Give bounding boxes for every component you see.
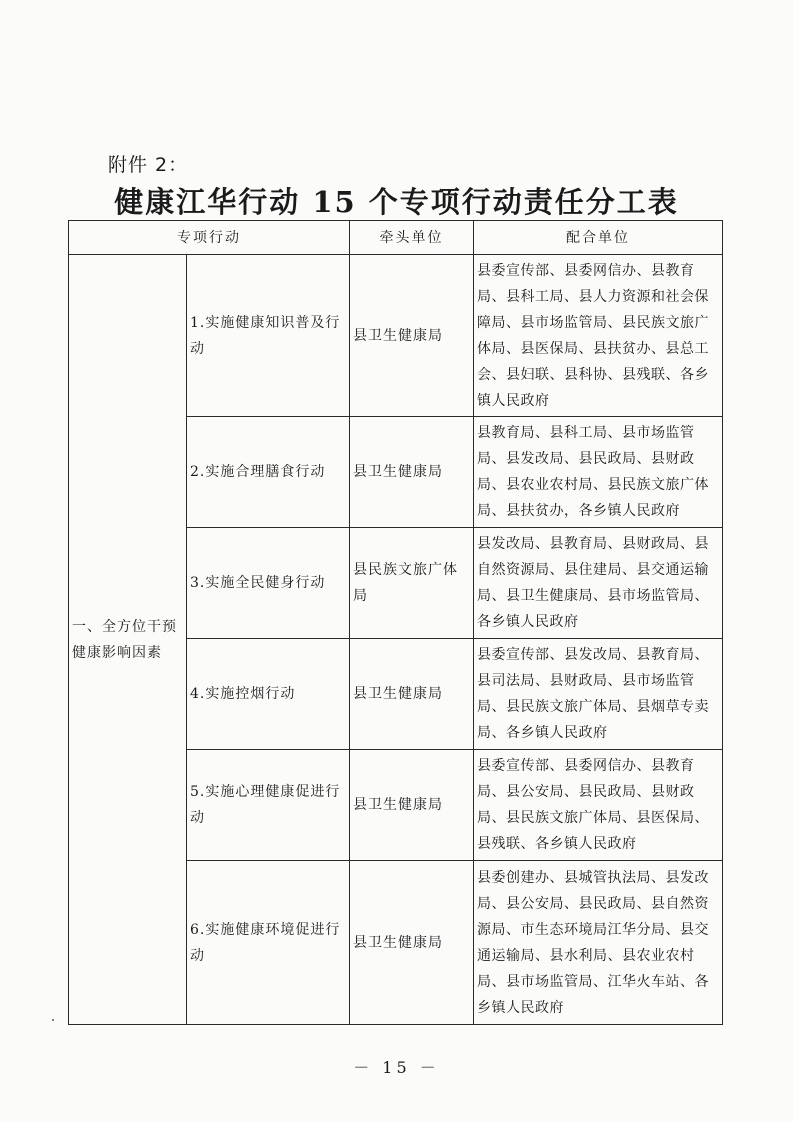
coop-cell: 县委宣传部、县委网信办、县教育局、县公安局、县民政局、县财政局、县民族文旅广体局、县医保局、县残联、各乡镇人民政府 [474, 750, 723, 861]
coop-cell: 县教育局、县科工局、县市场监管局、县发改局、县民政局、县财政局、县农业农村局、县民族文旅广体局、县扶贫办，各乡镇人民政府 [474, 417, 723, 528]
header-lead: 牵头单位 [350, 221, 474, 255]
action-cell: 1.实施健康知识普及行动 [187, 255, 350, 417]
lead-cell: 县卫生健康局 [350, 639, 474, 750]
action-cell: 5.实施心理健康促进行动 [187, 750, 350, 861]
coop-cell: 县委宣传部、县发改局、县教育局、县司法局、县财政局、县市场监管局、县民族文旅广体局、县烟草专卖局、各乡镇人民政府 [474, 639, 723, 750]
lead-cell: 县卫生健康局 [350, 255, 474, 417]
table-row [69, 255, 723, 417]
lead-cell: 县卫生健康局 [350, 861, 474, 1025]
scan-speck [52, 1019, 54, 1021]
action-cell: 4.实施控烟行动 [187, 639, 350, 750]
page-title: 健康江华行动 15 个专项行动责任分工表 [114, 185, 679, 219]
action-cell: 2.实施合理膳食行动 [187, 417, 350, 528]
lead-cell: 县卫生健康局 [350, 750, 474, 861]
page-number: － 15 － [353, 1058, 440, 1077]
attachment-label: 附件 2： [108, 154, 189, 176]
responsibility-table [68, 220, 723, 1025]
header-action: 专项行动 [69, 221, 350, 255]
table-header-row [69, 221, 723, 255]
action-cell: 3.实施全民健身行动 [187, 528, 350, 639]
action-cell: 6.实施健康环境促进行动 [187, 861, 350, 1025]
lead-cell: 县卫生健康局 [350, 417, 474, 528]
header-coop: 配合单位 [474, 221, 723, 255]
category-cell: 一、全方位干预健康影响因素 [69, 255, 187, 1025]
coop-cell: 县委创建办、县城管执法局、县发改局、县公安局、县民政局、县自然资源局、市生态环境局江华分局、县交通运输局、县水利局、县农业农村局、县市场监管局、江华火车站、各乡镇人民政府 [474, 861, 723, 1025]
lead-cell: 县民族文旅广体局 [350, 528, 474, 639]
coop-cell: 县委宣传部、县委网信办、县教育局、县科工局、县人力资源和社会保障局、县市场监管局、县民族文旅广体局、县医保局、县扶贫办、县总工会、县妇联、县科协、县残联、各乡镇人民政府 [474, 255, 723, 417]
coop-cell: 县发改局、县教育局、县财政局、县自然资源局、县住建局、县交通运输局、县卫生健康局、县市场监管局、各乡镇人民政府 [474, 528, 723, 639]
